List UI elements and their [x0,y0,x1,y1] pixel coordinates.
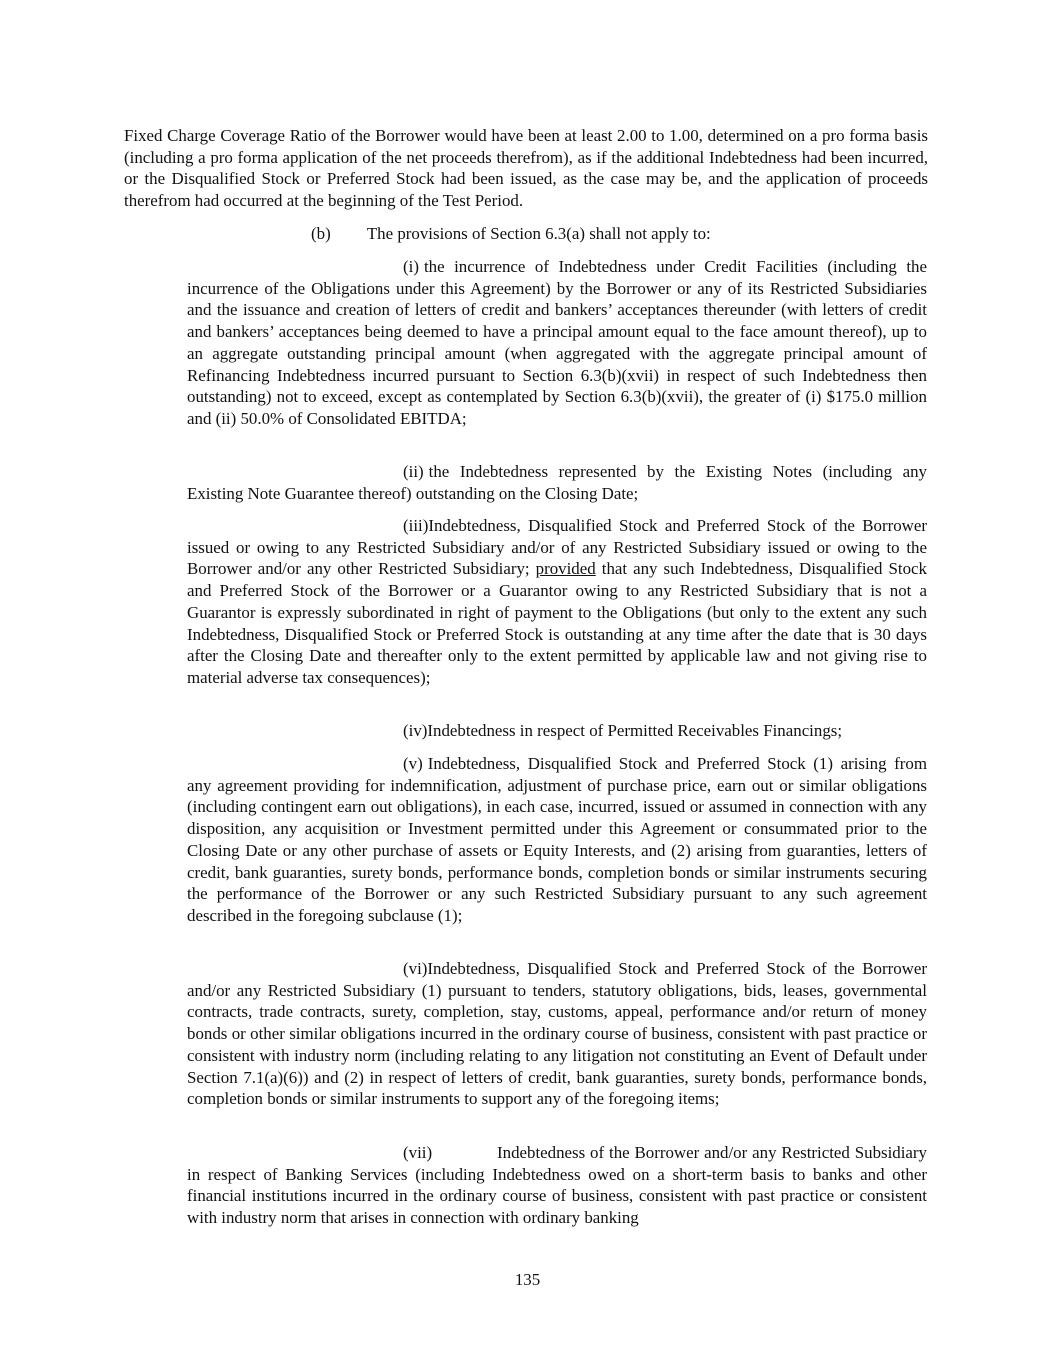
clause-text: the incurrence of Indebtedness under Credit Facilities (including the incurrence of the Obligations under this Agreement) by the Borrower or any of its Restricted Subsidiaries and the issuance and creation of letters of credit and bankers’ acceptances thereunder (with letters of credit and bankers’ acceptances being deemed to have a principal amount equal to the face amount thereof), up to an aggregate outstanding principal amount (when aggregated with the aggregate principal amount of Refinancing Indebtedness incurred pursuant to Section 6.3(b)(xvii) in respect of such Indebtedness then outstanding) not to exceed, except as contemplated by Section 6.3(b)(xvii), the greater of (i) $175.0 million and (ii) 50.0% of Consolidated EBITDA; [187,257,927,428]
subsection-b-label: (b) [311,224,331,243]
clause-label: (iii) [403,516,429,535]
clause-label: (i) [403,257,419,276]
clause-text: Indebtedness in respect of Permitted Receivables Financings; [427,721,843,740]
clause-text-after: that any such Indebtedness, Disqualified Stock and Preferred Stock of the Borrower or a Guarantor owing to any Restricted Subsidiary that is not a Guarantor is expressly subordinated in right of payment to the Obligations (but only to the extent any such Indebtedness, Disqualified Stock or Preferred Stock is outstanding at any time after the date that is 30 days after the Closing Date and thereafter only to the extent permitted by applicable law and not giving rise to material adverse tax consequences); [187,559,928,687]
clause-text: Indebtedness of the Borrower and/or any Restricted Subsidiary in respect of Banking Services (including Indebtedness owed on a short-term basis to banks and other financial institutions incurred in the ordinary course of business, consistent with past practice or consistent with industry norm that arises in connection with ordinary banking [187,1143,927,1228]
clause-label: (v) [403,754,423,773]
clause-iii [187,515,927,689]
clause-text-before: Indebtedness, Disqualified Stock and Preferred Stock of the Borrower issued or owing to any Restricted Subsidiary and/or of any Restricted Subsidiary issued or owing to the Borrower and/or any other Restricted Subsidiary; [187,516,927,579]
provided-term: provided [535,559,596,579]
clause-label: (vi) [403,959,428,978]
clause-label: (vii) [403,1143,433,1162]
clause-ii [187,461,927,504]
clause-vi [187,958,927,1110]
page-number: 135 [514,1270,541,1289]
clause-v [187,753,927,927]
clause-vii [187,1142,927,1229]
subsection-b [311,223,711,245]
clause-label: (ii) [403,462,424,481]
clause-text: Indebtedness, Disqualified Stock and Preferred Stock of the Borrower and/or any Restricted Subsidiary (1) pursuant to tenders, statutory obligations, bids, leases, governmental contracts, trade contracts, surety, completion, stay, customs, appeal, performance and/or return of money bonds or other similar obligations incurred in the ordinary course of business, consistent with past practice or consistent with industry norm (including relating to any litigation not constituting an Event of Default under Section 7.1(a)(6)) and (2) in respect of letters of credit, bank guaranties, surety bonds, performance bonds, completion bonds or similar instruments to support any of the foregoing items; [187,959,927,1109]
clause-text: the Indebtedness represented by the Existing Notes (including any Existing Note Guarantee thereof) outstanding on the Closing Date; [187,462,927,503]
clause-text: Indebtedness, Disqualified Stock and Preferred Stock (1) arising from any agreement providing for indemnification, adjustment of purchase price, earn out or similar obligations (including contingent earn out obligations), in each case, incurred, issued or assumed in connection with any disposition, any acquisition or Investment permitted under this Agreement or consummated prior to the Closing Date or any other purchase of assets or Equity Interests, and (2) arising from guaranties, letters of credit, bank guaranties, surety bonds, performance bonds, completion bonds or similar instruments securing the performance of the Borrower or any such Restricted Subsidiary pursuant to any such agreement described in the foregoing subclause (1); [187,754,927,925]
clause-iv [187,720,927,742]
intro-paragraph: Fixed Charge Coverage Ratio of the Borrower would have been at least 2.00 to 1.00, determined on a pro forma basis (including a pro forma application of the net proceeds therefrom), as if the additional Indebtedness had been incurred, or the Disqualified Stock or Preferred Stock had been issued, as the case may be, and the application of proceeds therefrom had occurred at the beginning of the Test Period. [124,126,928,211]
subsection-b-text: The provisions of Section 6.3(a) shall not apply to: [366,224,711,243]
clause-i [187,256,927,430]
clause-label: (iv) [403,721,428,740]
